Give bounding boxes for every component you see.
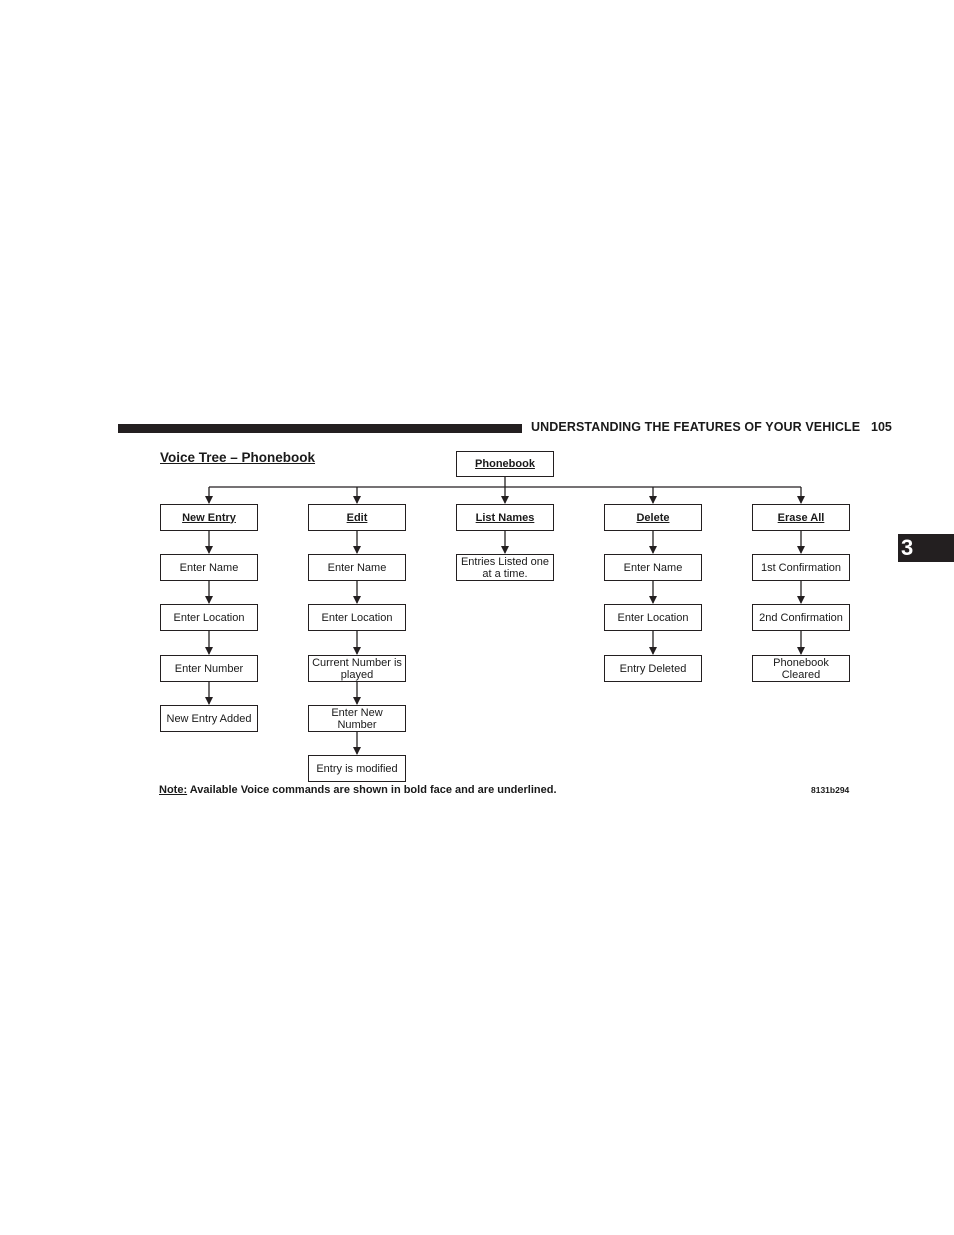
new-entry-step-new-entry-added: New Entry Added: [160, 705, 258, 732]
edit-step-enter-name: Enter Name: [308, 554, 406, 581]
diagram-title: Voice Tree – Phonebook: [160, 450, 316, 465]
delete-step-enter-location: Enter Location: [604, 604, 702, 631]
erase-all-command-box: Erase All: [752, 504, 850, 531]
edit-step-current-number-is-played: Current Number is played: [308, 655, 406, 682]
note-label: Note:: [159, 784, 188, 796]
new-entry-command-box: New Entry: [160, 504, 258, 531]
delete-step-entry-deleted: Entry Deleted: [604, 655, 702, 682]
phonebook-root-box: Phonebook: [456, 451, 554, 477]
new-entry-step-enter-number: Enter Number: [160, 655, 258, 682]
erase-all-step-2nd-confirmation: 2nd Confirmation: [752, 604, 850, 631]
edit-step-enter-new-number: Enter New Number: [308, 705, 406, 732]
section-title: UNDERSTANDING THE FEATURES OF YOUR VEHICLE: [531, 420, 861, 434]
delete-command-box: Delete: [604, 504, 702, 531]
edit-step-enter-location: Enter Location: [308, 604, 406, 631]
chapter-tab: 3: [898, 534, 954, 562]
page-number: 105: [871, 420, 892, 434]
list-names-command-box: List Names: [456, 504, 554, 531]
delete-step-enter-name: Enter Name: [604, 554, 702, 581]
edit-step-entry-is-modified: Entry is modified: [308, 755, 406, 782]
new-entry-step-enter-name: Enter Name: [160, 554, 258, 581]
erase-all-step-phonebook-cleared: Phonebook Cleared: [752, 655, 850, 682]
figure-code: 8131b294: [811, 785, 850, 795]
new-entry-step-enter-location: Enter Location: [160, 604, 258, 631]
footnote: [159, 784, 557, 796]
erase-all-step-1st-confirmation: 1st Confirmation: [752, 554, 850, 581]
edit-command-box: Edit: [308, 504, 406, 531]
list-names-step-entries-listed-one-at-a-time: Entries Listed one at a time.: [456, 554, 554, 581]
note-text: Available Voice commands are shown in bold face and are underlined.: [187, 784, 557, 796]
